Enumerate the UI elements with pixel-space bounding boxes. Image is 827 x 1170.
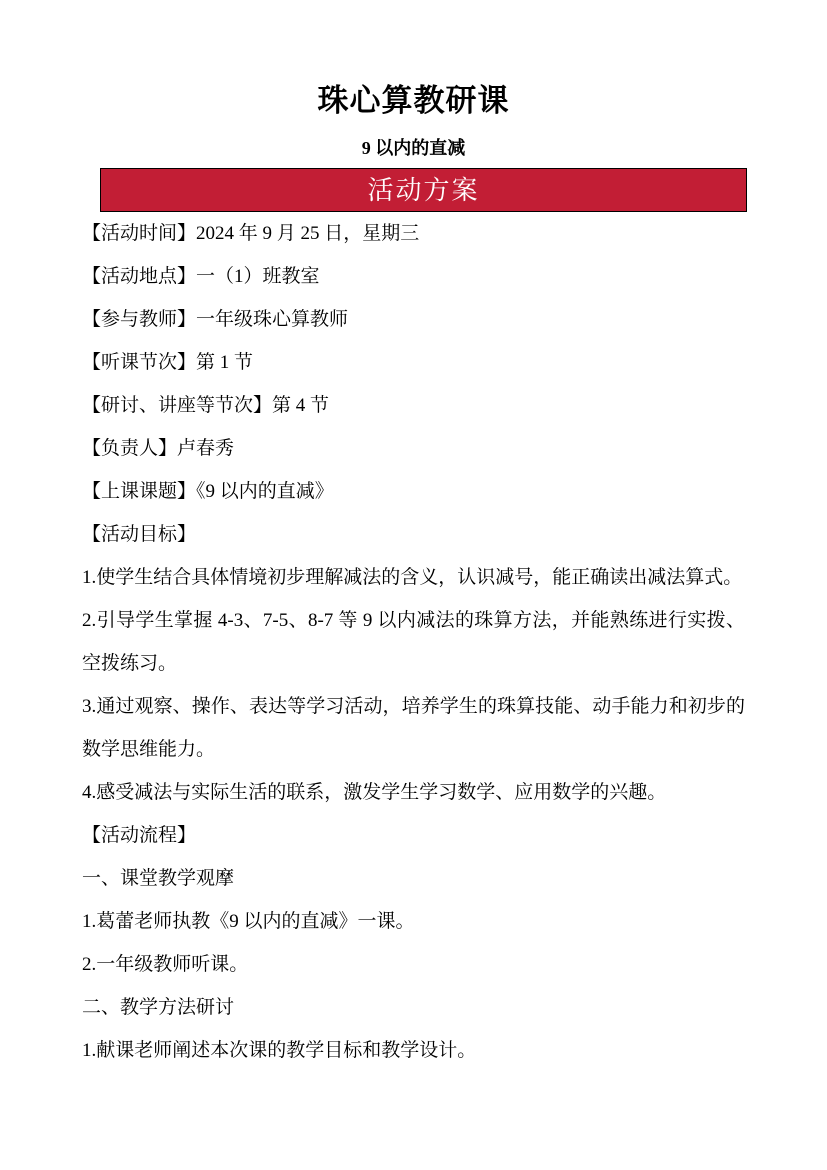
paragraph-lesson-topic: 【上课课题】《9 以内的直减》 <box>82 481 334 502</box>
paragraph-goal-2: 2.引导学生掌握 4-3、7-5、8-7 等 9 以内减法的珠算方法，并能熟练进行实拨、空拨练习。 <box>82 610 745 674</box>
paragraph-person-in-charge: 【负责人】卢春秀 <box>82 438 235 459</box>
section-banner <box>100 168 747 212</box>
paragraph-participating-teachers: 【参与教师】一年级珠心算教师 <box>82 309 349 330</box>
paragraph-process-2-1: 1.献课老师阐述本次课的教学目标和教学设计。 <box>82 1040 477 1061</box>
section-banner-label: 活动方案 <box>367 175 480 205</box>
heading-process-section-1: 一、课堂教学观摩 <box>82 868 235 889</box>
document-title: 珠心算教研课 <box>317 83 510 118</box>
paragraph-process-1-1: 1.葛蕾老师执教《9 以内的直减》一课。 <box>82 911 415 932</box>
heading-process-section-2: 二、教学方法研讨 <box>82 997 235 1018</box>
paragraph-activity-time: 【活动时间】2024 年 9 月 25 日，星期三 <box>82 223 420 244</box>
document-body <box>0 212 827 1072</box>
paragraph-activity-location: 【活动地点】一（1）班教室 <box>82 266 320 287</box>
heading-activity-goals: 【活动目标】 <box>82 524 197 545</box>
document-subtitle: 9 以内的直减 <box>361 138 466 158</box>
heading-activity-process: 【活动流程】 <box>82 825 197 846</box>
paragraph-goal-4: 4.感受减法与实际生活的联系，激发学生学习数学、应用数学的兴趣。 <box>82 782 667 803</box>
paragraph-seminar-period: 【研讨、讲座等节次】第 4 节 <box>82 395 330 416</box>
paragraph-goal-1: 1.使学生结合具体情境初步理解减法的含义，认识减号，能正确读出减法算式。 <box>82 567 743 588</box>
paragraph-process-1-2: 2.一年级教师听课。 <box>82 954 249 975</box>
paragraph-goal-3: 3.通过观察、操作、表达等学习活动，培养学生的珠算技能、动手能力和初步的数学思维能力。 <box>82 696 745 760</box>
paragraph-lesson-period: 【听课节次】第 1 节 <box>82 352 254 373</box>
